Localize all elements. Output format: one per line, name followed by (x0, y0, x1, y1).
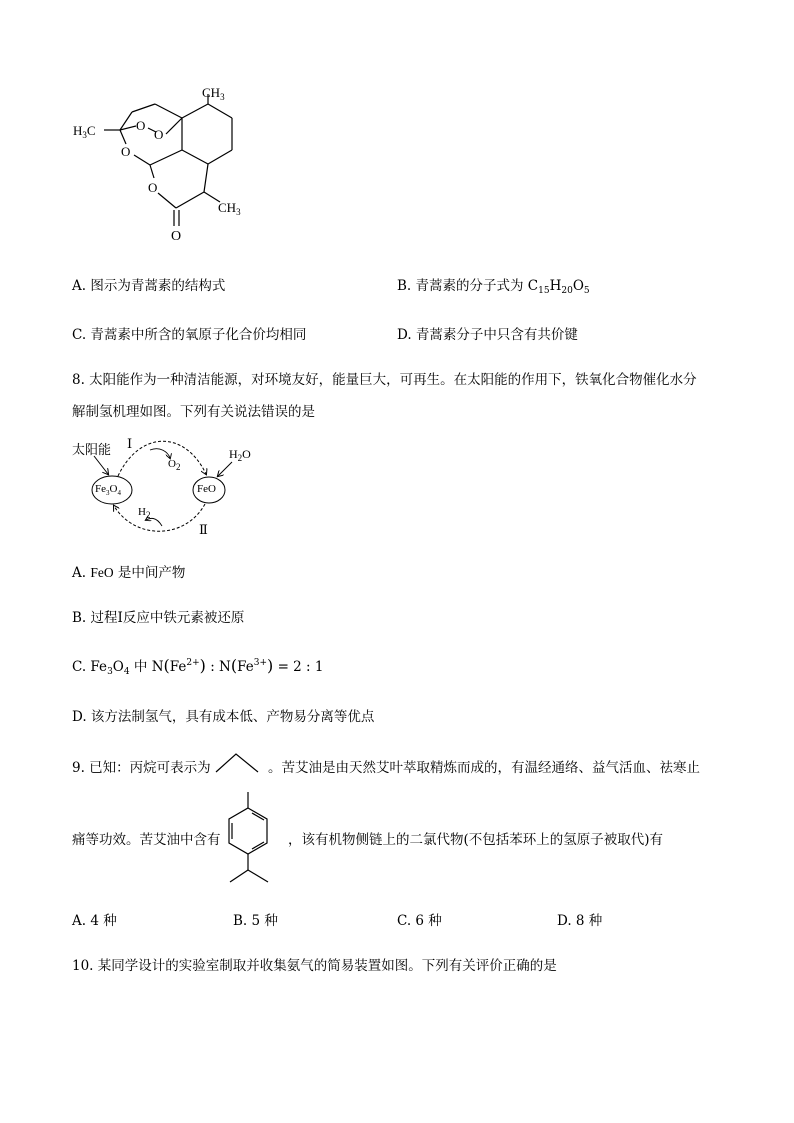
solar-energy-label: 太阳能 (72, 442, 112, 457)
hydrogen-product-label: $H_2$ (138, 506, 151, 520)
option-text: B. 青蒿素的分子式为 (397, 278, 528, 294)
formula-sub: 15 (538, 286, 550, 296)
q8-option-b[interactable]: B. 过程Ⅰ反应中铁元素被还原 (72, 610, 245, 626)
oxygen-label: O (136, 118, 146, 133)
q8-stem-line1: 8. 太阳能作为一种清洁能源，对环境友好，能量巨大，可再生。在太阳能的作用下，铁氧化合物催化水分 (72, 372, 697, 388)
oxygen-label: O (148, 180, 158, 195)
q7-option-d[interactable]: D. 青蒿素分子中只含有共价键 (397, 327, 578, 343)
formula-o: O (572, 278, 584, 294)
q7-option-c[interactable]: C. 青蒿素中所含的氧原子化合价均相同 (72, 327, 307, 343)
formula-sub: 5 (583, 286, 590, 296)
q9-stem-post: 。苦艾油是由天然艾叶萃取精炼而成的，有温经通络、益气活血、祛寒止 (268, 760, 700, 776)
q9-line2-post: ，该有机物侧链上的二氯代物(不包括苯环上的氢原子被取代)有 (288, 832, 664, 848)
step-two-label: Ⅱ (199, 522, 208, 537)
q9-option-d[interactable]: D. 8 种 (557, 913, 603, 929)
q7-option-a[interactable]: A. 图示为青蒿素的结构式 (72, 278, 226, 294)
oxygen-product-label: $O_2$ (168, 458, 181, 472)
q10-stem: 10. 某同学设计的实验室制取并收集氨气的简易装置如图。下列有关评价正确的是 (72, 958, 557, 974)
q9-option-b[interactable]: B. 5 种 (233, 913, 278, 929)
q8-option-d[interactable]: D. 该方法制氢气，具有成本低、产物易分离等优点 (72, 709, 375, 725)
propane-skeletal-formula (214, 750, 264, 776)
oxygen-label: O (154, 127, 164, 142)
carbonyl-oxygen-label: O (171, 229, 182, 244)
h3c-label: $H_3C$ (73, 123, 96, 140)
feo-label: FeO (197, 483, 216, 495)
q9-line2-pre: 痛等功效。苦艾油中含有 (72, 832, 221, 848)
methyl-right-label: $CH_3$ (218, 200, 241, 217)
methyl-top-label: $CH_3$ (202, 85, 225, 102)
formula-c: C (527, 278, 539, 294)
oxygen-label: O (121, 144, 131, 159)
q9-stem-pre: 9. 已知：丙烷可表示为 (72, 760, 211, 776)
q7-option-b[interactable] (397, 274, 590, 296)
fe3o4-label: $Fe_3O_4$ (95, 483, 121, 497)
formula-h: H (549, 278, 562, 294)
step-one-label: Ⅰ (127, 436, 133, 451)
artemisinin-structure (60, 70, 260, 250)
water-label: $H_2O$ (229, 447, 251, 463)
q8-stem-line2: 解制氢机理如图。下列有关说法错误的是 (72, 404, 315, 420)
formula-sub: 20 (561, 286, 573, 296)
q8-option-a[interactable]: A. FeO 是中间产物 (72, 565, 186, 581)
p-cymene-structure (222, 790, 278, 886)
q9-option-a[interactable]: A. 4 种 (72, 913, 117, 929)
q8-option-c[interactable]: C. $Fe_3O_4$ 中 $N(Fe^{2+})$ : $N(Fe^{3+}) = 2$ : 1 (72, 656, 324, 677)
q9-option-c[interactable]: C. 6 种 (397, 913, 442, 929)
